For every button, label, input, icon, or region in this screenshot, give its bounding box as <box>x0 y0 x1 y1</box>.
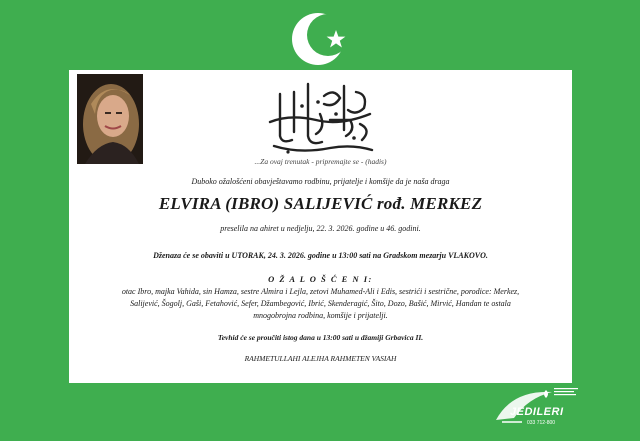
deceased-name: ELVIRA (IBRO) SALIJEVIĆ rođ. MERKEZ <box>158 194 483 213</box>
hadis-quote: ...Za ovaj trenutak - pripremajte se - (hadis) <box>254 157 387 166</box>
crescent-star-icon <box>290 8 352 70</box>
intro-text: Duboko ožalošćeni obavještavamo rodbinu, prijatelje i komšije da je naša draga <box>191 177 450 186</box>
arabic-calligraphy <box>260 74 382 160</box>
tevhid-info: Tevhid će se proučiti istog dana u 13:00 sati u džamiji Grbavica II. <box>217 333 424 342</box>
logo-name: JEDILERI <box>510 406 564 418</box>
logo-phone: 033 712-800 <box>527 420 556 426</box>
funeral-info: Dženaza će se obaviti u UTORAK, 24. 3. 2026. godine u 13:00 sati na Gradskom mezarju VLAKOVO. <box>153 251 488 260</box>
mourners-list <box>77 286 564 322</box>
mourners-line: otac Ibro, majka Vahida, sin Hamza, sestre Almira i Lejla, zetovi Muhamed-Ali i Edis, sestrići i sestrične, porodice: Merkez, <box>121 287 520 296</box>
mourners-title: O Ž A L O Š Ć E N I: <box>268 274 373 284</box>
obituary-card <box>69 70 572 383</box>
death-date-text: preselila na ahiret u nedjelju, 22. 3. 2026. godine u 46. godini. <box>220 224 421 233</box>
portrait-photo <box>77 74 143 164</box>
closing-prayer: RAHMETULLAHI ALEJHA RAHMETEN VASIAH <box>244 354 397 363</box>
mourners-line: mnogobrojna rodbina, komšije i prijatelji. <box>253 311 388 320</box>
mourners-line: Salijević, Šogolj, Gaši, Fetahović, Sefer, Džambegović, Ibrić, Skenderagić, Šito, Dozo, Bašić, Mirvić, Handan te ostala <box>130 299 511 308</box>
